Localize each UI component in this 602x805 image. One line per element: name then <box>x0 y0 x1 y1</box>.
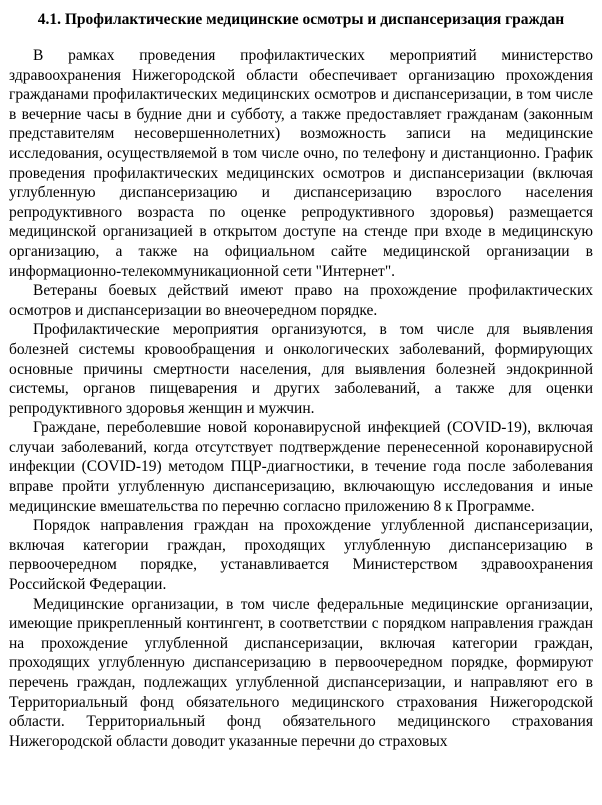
paragraph-medical-organizations: Медицинские организации, в том числе федеральные медицинские организации, имеющие прикрепленный контингент, в соответствии с порядком направления граждан на прохождение углубленной диспансеризации, включая категории граждан, проходящих углубленную диспансеризацию в первоочередном порядке, формируют перечень граждан, подлежащих углубленной диспансеризации, и направляют его в Территориальный фонд обязательного медицинского страхования Нижегородской области. Территориальный фонд обязательного медицинского страхования Нижегородской области доводит указанные перечни до страховых <box>9 595 593 750</box>
document-page <box>9 0 593 751</box>
paragraph-veterans: Ветераны боевых действий имеют право на прохождение профилактических осмотров и диспансеризации во внеочередном порядке. <box>9 282 593 319</box>
paragraph-preventive-measures: Профилактические мероприятия организуются, в том числе для выявления болезней системы кровообращения и онкологических заболеваний, формирующих основные причины смертности населения, для выявления болезней эндокринной системы, органов пищеварения и других заболеваний, а также для оценки репродуктивного здоровья женщин и мужчин. <box>9 321 593 417</box>
paragraph-scheduling: В рамках проведения профилактических мероприятий министерство здравоохранения Нижегородской области обеспечивает организацию прохождения гражданами профилактических медицинских осмотров и диспансеризации, в том числе в вечерние часы в будние дни и субботу, а также предоставляет гражданам (законным представителям несовершеннолетних) возможность записи на медицинские исследования, осуществляемой в том числе очно, по телефону и дистанционно. График проведения профилактических медицинских осмотров и диспансеризации (включая углубленную диспансеризацию и диспансеризацию взрослого населения репродуктивного возраста по оценке репродуктивного здоровья) размещается медицинской организацией в открытом доступе на стенде при входе в медицинскую организацию, а также на официальном сайте медицинской организации в информационно-телекоммуникационной сети "Интернет". <box>9 47 593 280</box>
paragraph-covid-recovered: Граждане, переболевшие новой коронавирусной инфекцией (COVID-19), включая случаи заболеваний, когда отсутствует подтверждение перенесенной коронавирусной инфекции (COVID-19) методом ПЦР-диагностики, в течение года после заболевания вправе пройти углубленную диспансеризацию, включающую исследования и иные медицинские вмешательства по перечню согласно приложению 8 к Программе. <box>9 419 593 515</box>
paragraph-referral-procedure: Порядок направления граждан на прохождение углубленной диспансеризации, включая категории граждан, проходящих углубленную диспансеризацию в первоочередном порядке, устанавливается Министерством здравоохранения Российской Федерации. <box>9 517 593 594</box>
section-title: 4.1. Профилактические медицинские осмотры и диспансеризация граждан <box>37 11 565 28</box>
